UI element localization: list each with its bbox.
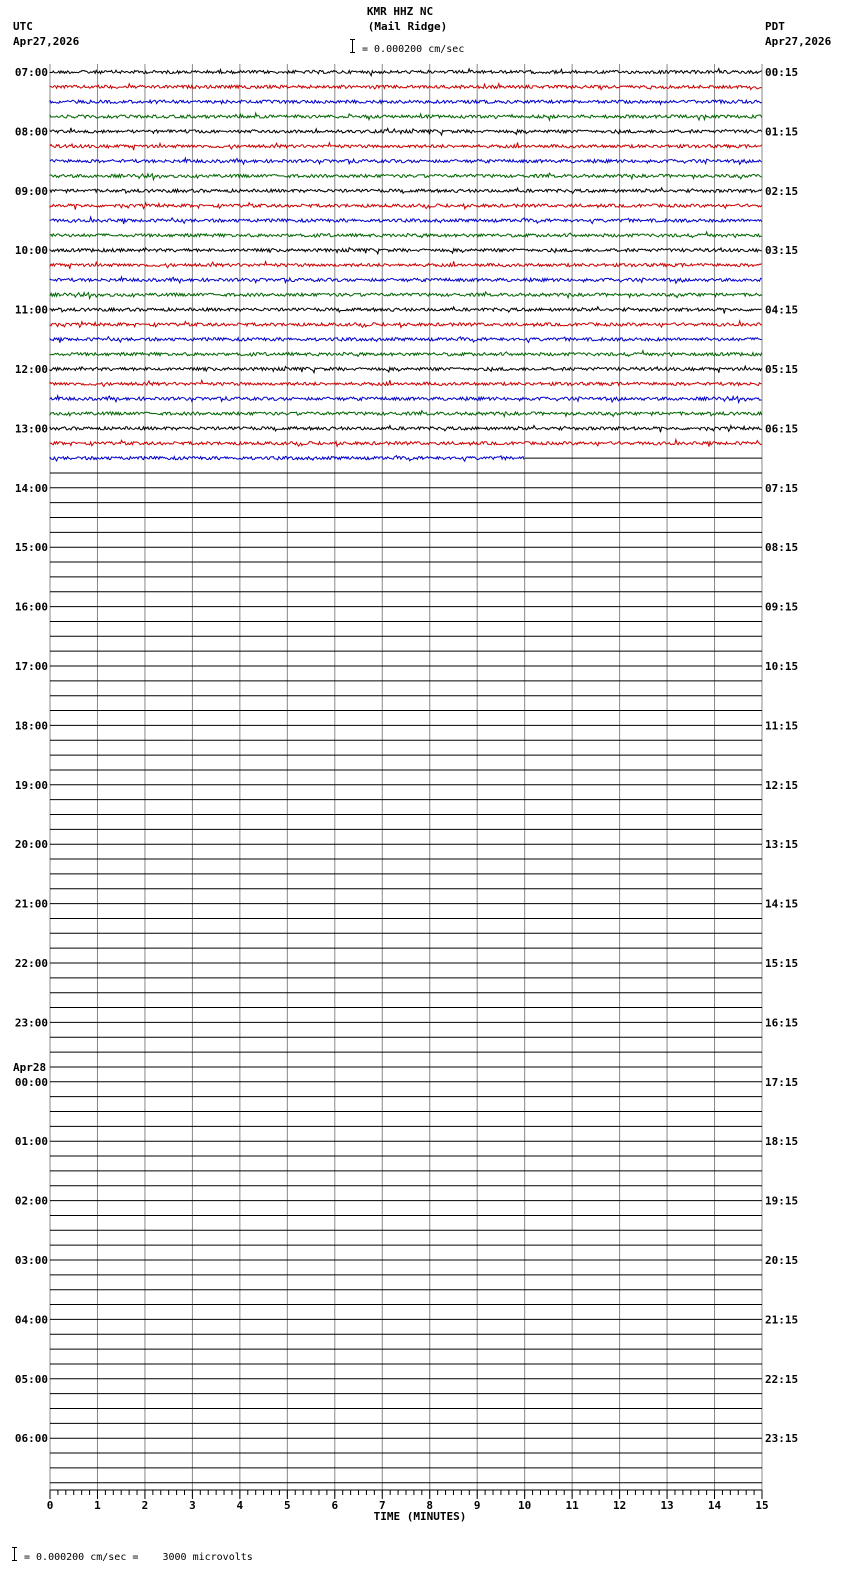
utc-hour-label: 08:00 [14, 125, 48, 139]
pdt-hour-label: 21:15 [765, 1313, 799, 1327]
x-tick-label: 9 [473, 1499, 481, 1512]
x-tick-label: 5 [284, 1499, 291, 1512]
pdt-hour-label: 19:15 [765, 1194, 799, 1208]
utc-hour-label: 04:00 [14, 1313, 48, 1327]
pdt-hour-label: 02:15 [765, 184, 799, 198]
seismic-trace [50, 426, 762, 433]
utc-hour-label: 02:00 [14, 1194, 48, 1208]
pdt-hour-label: 22:15 [765, 1372, 799, 1386]
utc-hour-label: 05:00 [14, 1372, 48, 1386]
pdt-hour-label: 11:15 [765, 719, 799, 733]
utc-hour-label: 01:00 [14, 1135, 48, 1149]
pdt-hour-label: 15:15 [765, 957, 799, 970]
utc-hour-label: 17:00 [14, 660, 48, 673]
footer-scale-bar-icon [14, 1547, 21, 1561]
utc-hour-label: 07:00 [14, 66, 48, 79]
utc-date-change-label: Apr28 [13, 1060, 47, 1074]
pdt-hour-label: 03:15 [765, 244, 799, 258]
pdt-hour-label: 06:15 [765, 422, 799, 436]
seismic-trace [50, 217, 762, 224]
pdt-hour-label: 09:15 [765, 600, 799, 614]
seismic-trace [50, 351, 762, 357]
station-location: (Mail Ridge) [367, 20, 448, 33]
utc-hour-label: 23:00 [14, 1016, 48, 1030]
utc-hour-label: 06:00 [14, 1432, 48, 1446]
seismic-trace [50, 188, 762, 193]
x-tick-label: 1 [94, 1499, 101, 1512]
seismic-trace [50, 232, 762, 238]
x-tick-label: 6 [331, 1499, 339, 1512]
right-timezone: PDT [765, 20, 785, 33]
seismic-trace [50, 337, 762, 343]
x-axis-label: TIME (MINUTES) [373, 1510, 467, 1523]
utc-hour-label: 00:00 [14, 1075, 48, 1089]
utc-hour-label: 21:00 [14, 897, 48, 911]
x-tick-label: 7 [378, 1499, 386, 1512]
x-tick-label: 3 [189, 1499, 196, 1512]
utc-hour-label: 15:00 [14, 541, 48, 555]
x-tick-label: 14 [707, 1499, 722, 1512]
left-date: Apr27,2026 [13, 35, 80, 48]
utc-hour-label: 22:00 [14, 957, 48, 970]
seismic-trace [50, 173, 762, 180]
seismic-trace [50, 84, 762, 90]
utc-hour-label: 13:00 [14, 422, 48, 436]
pdt-hour-label: 12:15 [765, 778, 799, 792]
seismic-trace [50, 143, 762, 151]
pdt-hour-label: 07:15 [765, 481, 799, 495]
x-tick-label: 2 [141, 1499, 149, 1512]
x-tick-label: 15 [755, 1499, 769, 1512]
station-title: KMR HHZ NC [366, 5, 434, 18]
pdt-hour-label: 16:15 [765, 1016, 799, 1030]
pdt-hour-label: 05:15 [765, 363, 799, 376]
utc-hour-label: 19:00 [14, 778, 48, 792]
x-tick-label: 12 [612, 1499, 627, 1512]
seismic-trace [50, 380, 762, 386]
seismic-trace [50, 100, 762, 105]
seismic-trace [50, 128, 762, 135]
utc-hour-label: 11:00 [14, 303, 48, 317]
pdt-hour-label: 00:15 [765, 66, 799, 79]
x-tick-label: 8 [426, 1499, 434, 1512]
utc-hour-label: 18:00 [14, 719, 48, 733]
seismic-trace [50, 158, 762, 164]
seismic-trace [50, 411, 762, 417]
utc-hour-label: 16:00 [14, 600, 48, 614]
x-tick-label: 4 [236, 1499, 244, 1512]
pdt-hour-label: 23:15 [765, 1432, 799, 1446]
utc-hour-label: 10:00 [14, 244, 48, 258]
pdt-hour-label: 04:15 [765, 303, 799, 317]
x-tick-label: 13 [660, 1499, 674, 1512]
seismic-trace [50, 113, 762, 120]
seismic-trace [50, 366, 762, 373]
pdt-hour-label: 13:15 [765, 838, 799, 852]
pdt-hour-label: 18:15 [765, 1135, 799, 1149]
scale-label: = 0.000200 cm/sec [362, 44, 465, 55]
seismic-trace [50, 321, 762, 328]
seismic-trace [50, 396, 762, 403]
utc-hour-label: 09:00 [14, 184, 48, 198]
pdt-hour-label: 17:15 [765, 1075, 799, 1089]
pdt-hour-label: 10:15 [765, 660, 799, 673]
seismic-trace [50, 261, 762, 269]
seismic-trace [50, 440, 762, 447]
x-tick-label: 11 [565, 1499, 579, 1512]
pdt-hour-label: 08:15 [765, 541, 799, 555]
x-tick-label: 0 [46, 1499, 54, 1512]
x-tick-label: 10 [518, 1499, 532, 1512]
pdt-hour-label: 20:15 [765, 1254, 799, 1267]
left-timezone: UTC [13, 20, 33, 33]
utc-hour-label: 12:00 [14, 363, 48, 376]
seismic-trace [50, 307, 762, 314]
seismic-trace [50, 292, 762, 299]
seismic-trace [50, 277, 762, 283]
seismic-trace [50, 69, 762, 76]
utc-hour-label: 03:00 [14, 1254, 48, 1267]
utc-hour-label: 14:00 [14, 481, 48, 495]
right-date: Apr27,2026 [765, 35, 832, 48]
seismic-trace [50, 203, 762, 210]
utc-hour-label: 20:00 [14, 838, 48, 852]
footer-scale-label: = 0.000200 cm/sec = 3000 microvolts [24, 1552, 253, 1563]
pdt-hour-label: 14:15 [765, 897, 799, 911]
pdt-hour-label: 01:15 [765, 125, 799, 139]
seismic-trace [50, 248, 762, 254]
